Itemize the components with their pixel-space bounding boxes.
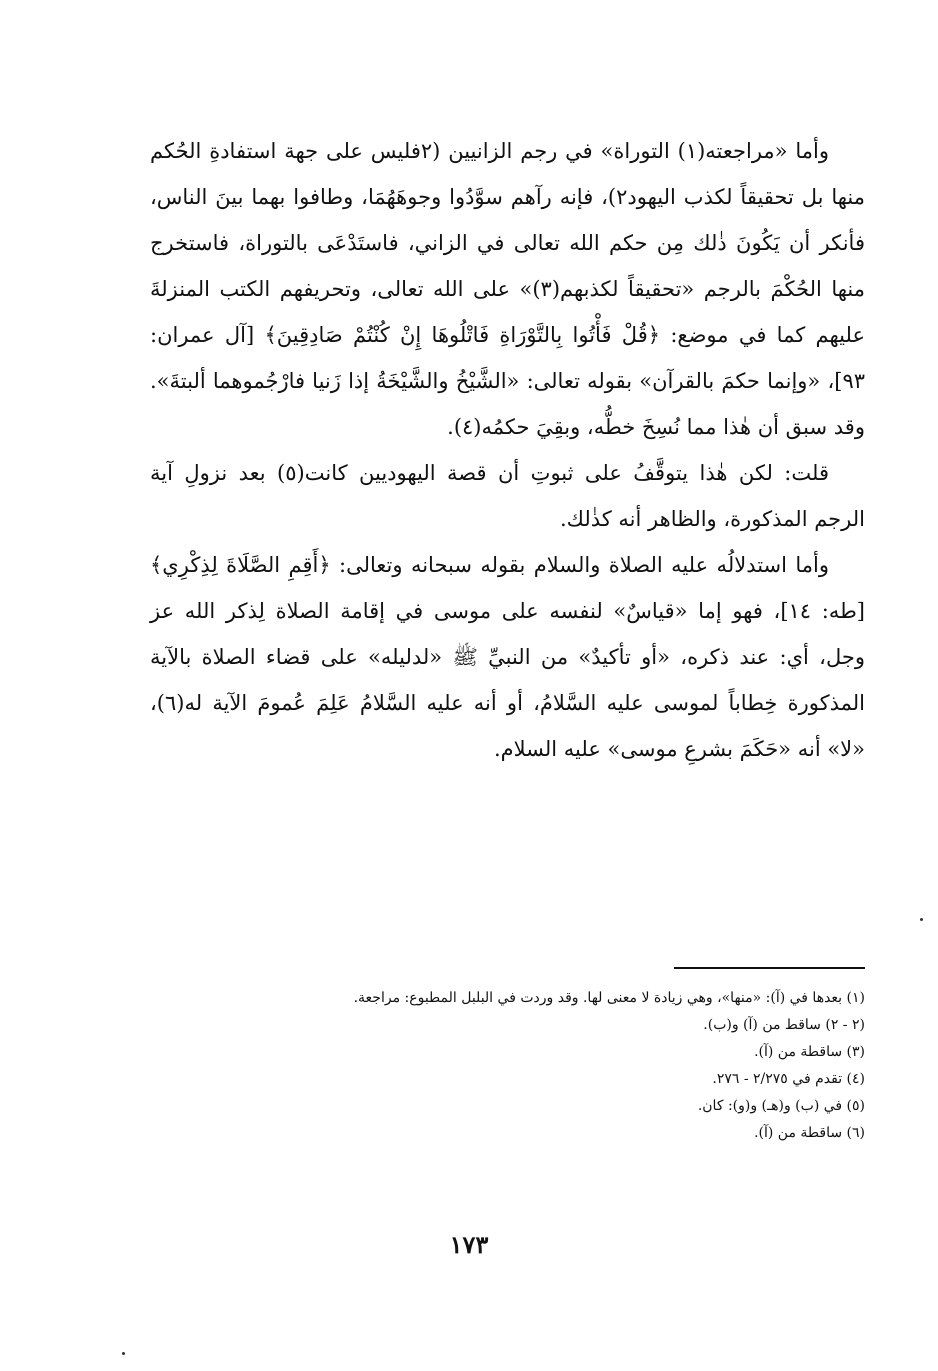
footnote-3: (٣) ساقطة من (آ). xyxy=(754,1044,865,1060)
paragraph-1: وأما «مراجعته(١) التوراة» في رجم الزانيين (٢فليس على جهة استفادةِ الحُكم منها بل تحقيقاً لكذب اليهود٢)، فإنه رآهم سوَّدُوا وجوهَهُمَا، وطافوا بهما بينَ الناس، فأنكر أن يَكُونَ ذٰلك مِن حكم الله تعالى في الزاني، فاستَدْعَى بالتوراة، فاستخرج منها الحُكْمَ بالرجم «تحقيقاً لكذبهم(٣)» على الله تعالى، وتحريفهم الكتب المنزلةَ عليهم كما في موضع: ﴿قُلْ فَأْتُوا بِالتَّوْرَاةِ فَاتْلُوهَا إِنْ كُنْتُمْ صَادِقِينَ﴾ [آل عمران: ٩٣]، «وإنما حكمَ بالقرآن» بقوله تعالى: «الشَّيْخُ والشَّيْخَةُ إذا زَنيا فارْجُموهما ألبتةَ». وقد سبق أن هٰذا مما نُسِخَ خطُّه، وبقِيَ حكمُه(٤). xyxy=(150,139,866,439)
footnote-6: (٦) ساقطة من (آ). xyxy=(754,1125,865,1141)
scan-speck xyxy=(122,1352,125,1355)
page-number: ١٧٣ xyxy=(449,1230,489,1259)
main-text xyxy=(150,128,865,772)
footnote-5: (٥) في (ب) و(هـ) و(و): كان. xyxy=(697,1098,865,1114)
footnote-4: (٤) تقدم في ٢/٢٧٥ - ٢٧٦. xyxy=(712,1071,865,1087)
footnotes xyxy=(150,985,865,1147)
paragraph-2: قلت: لكن هٰذا يتوقَّفُ على ثبوتِ أن قصة اليهوديين كانت(٥) بعد نزولِ آية الرجم المذكورة، والظاهر أنه كذٰلك. xyxy=(150,461,865,531)
paragraph-3: وأما استدلالُه عليه الصلاة والسلام بقوله سبحانه وتعالى: ﴿أَقِمِ الصَّلَاةَ لِذِكْرِي﴾ [طه: ١٤]، فهو إما «قياسٌ» لنفسه على موسى في إقامة الصلاة لِذكر الله عز وجل، أي: عند ذكره، «أو تأكيدٌ» من النبيِّ ﷺ «لدليله» على قضاء الصلاة بالآية المذكورة خِطاباً لموسى عليه السَّلامُ، أو أنه عليه السَّلامُ عَلِمَ عُمومَ الآية له(٦)، «لا» أنه «حَكَمَ بشرعِ موسى» عليه السلام. xyxy=(150,553,866,761)
scan-speck xyxy=(920,918,923,921)
footnote-1: (١) بعدها في (آ): «منها»، وهي زيادة لا معنى لها. وقد وردت في البلبل المطبوع: مراجعة. xyxy=(353,990,865,1006)
footnote-2: (٢ - ٢) ساقط من (آ) و(ب). xyxy=(703,1017,865,1033)
footnote-separator xyxy=(674,967,865,969)
